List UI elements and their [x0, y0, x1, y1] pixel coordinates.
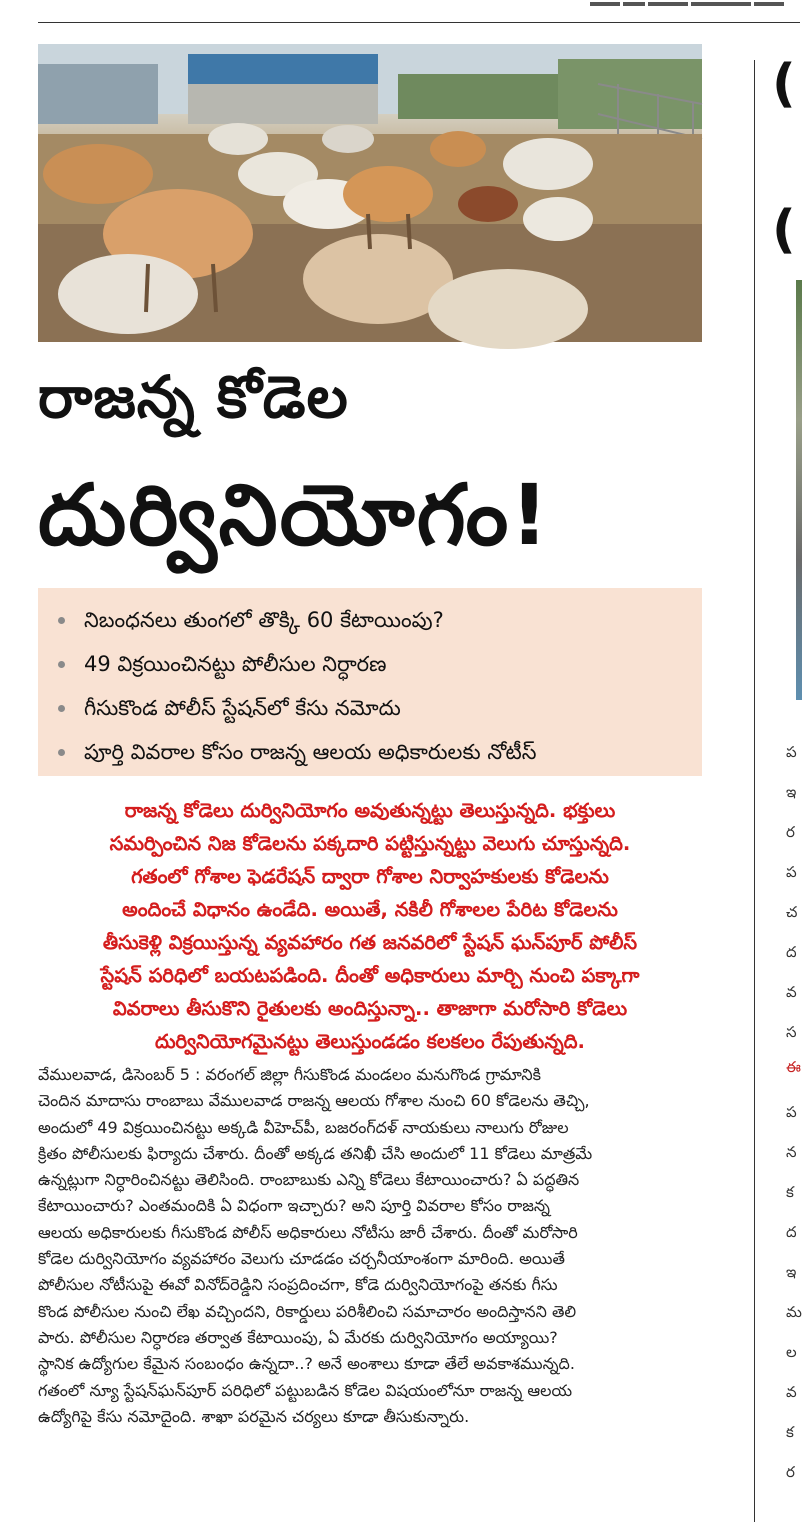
- adjacent-text-fragment: ప: [786, 743, 797, 761]
- adjacent-headline-glyph: (: [772, 200, 796, 260]
- adjacent-headline-glyph: (: [772, 54, 796, 114]
- adjacent-text-fragment: ర: [786, 1463, 795, 1481]
- body-line: ఆలయ అధికారులకు గీసుకొండ పోలీస్ అధికారులు నోటీసు జారీ చేశారు. దీంతో మరోసారి: [38, 1222, 578, 1242]
- adjacent-column-fragment: [772, 44, 800, 1522]
- body-line: కొండ పోలీసుల నుంచి లేఖ వచ్చిందని, రికార్డులు పరిశీలించి సమాచారం అందిస్తానని తెలి: [38, 1301, 577, 1321]
- highlight-item: పూర్తి వివరాల కోసం రాజన్న ఆలయ అధికారులకు నోటీస్: [58, 730, 702, 774]
- lead-line: రాజన్న కోడెలు దుర్వినియోగం అవుతున్నట్టు తెలుస్తున్నది. భక్తులు: [124, 799, 616, 822]
- body-line: స్థానిక ఉద్యోగుల కేమైన సంబంధం ఉన్నదా..? అనే అంశాలు కూడా తేలే అవకాశమున్నది.: [38, 1354, 575, 1374]
- body-line: ఉద్యోగిపై కేసు నమోదైంది. శాఖా పరమైన చర్యలు కూడా తీసుకున్నారు.: [38, 1406, 470, 1426]
- lead-line: స్టేషన్ పరిధిలో బయటపడింది. దీంతో అధికారులు మార్చి నుంచి పక్కాగా: [100, 964, 640, 987]
- adjacent-text-fragment: ప: [786, 1103, 797, 1121]
- adjacent-text-fragment: న: [786, 1143, 797, 1161]
- column-divider: [754, 60, 755, 1522]
- adjacent-text-fragment: ప: [786, 863, 797, 881]
- cattle-photo: [38, 44, 702, 342]
- adjacent-text-fragment: ఇ: [786, 783, 797, 801]
- body-line: క్రితం పోలీసులకు ఫిర్యాదు చేశారు. దీంతో అక్కడ తనిఖీ చేసి అందులో 11 కోడెలు మాత్రమే: [38, 1143, 593, 1163]
- lead-line: సమర్పించిన నిజ కోడెలను పక్కదారి పట్టిస్తున్నట్టు వెలుగు చూస్తున్నది.: [109, 832, 631, 855]
- adjacent-photo-edge: [796, 280, 802, 700]
- adjacent-text-fragment: ద: [786, 1223, 797, 1241]
- lead-line: దుర్వినియోగమైనట్టు తెలుస్తుండడం కలకలం రేపుతున్నది.: [155, 1030, 585, 1053]
- body-line: కేటాయించారు? ఎంతమందికి ఏ విధంగా ఇచ్చారు? అని పూర్తి వివరాల కోసం రాజన్న: [38, 1196, 550, 1216]
- adjacent-text-fragment: ర: [786, 823, 795, 841]
- lead-line: అందించే విధానం ఉండేది. అయితే, నకిలీ గోశాలల పేరిట కోడెలను: [122, 898, 618, 921]
- adjacent-text-fragment: ఈ: [786, 1058, 801, 1076]
- body-line: కోడెల దుర్వినియోగం వ్యవహారం వెలుగు చూడడం చర్చనీయాంశంగా మారింది. అయితే: [38, 1249, 565, 1269]
- highlights-box: [38, 588, 702, 776]
- body-line: వేములవాడ, డిసెంబర్ 5 : వరంగల్ జిల్లా గీసుకొండ మండలం మనుగొండ గ్రామానికి: [38, 1065, 541, 1084]
- adjacent-text-fragment: చ: [786, 903, 798, 921]
- headline-line-2: దుర్వినియోగం!: [38, 466, 551, 564]
- lead-line: వివరాలు తీసుకొని రైతులకు అందిస్తున్నా.. తాజాగా మరోసారి కోడెలు: [112, 997, 628, 1020]
- article-body: [38, 1062, 704, 1430]
- adjacent-text-fragment: మ: [786, 1303, 802, 1321]
- masthead-strip: [590, 0, 800, 12]
- body-line: ఉన్నట్లుగా నిర్ధారించినట్టు తెలిసింది. రాంబాబుకు ఎన్ని కోడెలు కేటాయించారు? ఏ పద్ధతిన: [38, 1170, 580, 1190]
- adjacent-text-fragment: ఇ: [786, 1263, 797, 1281]
- top-divider: [38, 22, 800, 23]
- body-line: గతంలో న్యూ స్టేషన్‌ఘన్‌పూర్ పరిధిలో పట్టుబడిన కోడెల విషయంలోనూ రాజన్న ఆలయ: [38, 1380, 573, 1400]
- lead-line: గతంలో గోశాల ఫెడరేషన్ ద్వారా గోశాల నిర్వాహకులకు కోడెలను: [131, 865, 609, 888]
- adjacent-text-fragment: స: [786, 1023, 797, 1041]
- highlight-item: 49 విక్రయించినట్టు పోలీసుల నిర్ధారణ: [58, 642, 702, 686]
- adjacent-text-fragment: వ: [786, 1383, 797, 1401]
- adjacent-text-fragment: క: [786, 1423, 794, 1441]
- body-line: పోలీసుల నోటీసుపై ఈవో వినోద్‌రెడ్డిని సంప్రదించగా, కోడె దుర్వినియోగంపై తనకు గీసు: [38, 1275, 558, 1295]
- adjacent-text-fragment: క: [786, 1183, 794, 1201]
- highlight-item: గీసుకొండ పోలీస్ స్టేషన్‌లో కేసు నమోదు: [58, 686, 702, 730]
- headline-line-1: రాజన్న కోడెల: [38, 363, 349, 431]
- lead-line: తీసుకెళ్లి విక్రయిస్తున్న వ్యవహారం గత జనవరిలో స్టేషన్ ఘన్‌పూర్ పోలీస్: [102, 931, 638, 954]
- body-line: పారు. పోలీసుల నిర్ధారణ తర్వాత కేటాయింపు, ఏ మేరకు దుర్వినియోగం అయ్యాయి?: [38, 1327, 558, 1347]
- highlight-item: నిబంధనలు తుంగలో తొక్కి 60 కేటాయింపు?: [58, 598, 702, 642]
- adjacent-text-fragment: ల: [786, 1343, 797, 1361]
- body-line: చెందిన మాదాసు రాంబాబు వేములవాడ రాజన్న ఆలయ గోశాల నుంచి 60 కోడెలను తెచ్చి,: [38, 1091, 590, 1111]
- lead-paragraph: [52, 794, 688, 1058]
- body-line: అందులో 49 విక్రయించినట్టు అక్కడి వీహెచ్‌పీ, బజరంగ్‌దళ్ నాయకులు నాలుగు రోజుల: [38, 1117, 569, 1137]
- adjacent-text-fragment: ద: [786, 943, 797, 961]
- adjacent-text-fragment: వ: [786, 983, 797, 1001]
